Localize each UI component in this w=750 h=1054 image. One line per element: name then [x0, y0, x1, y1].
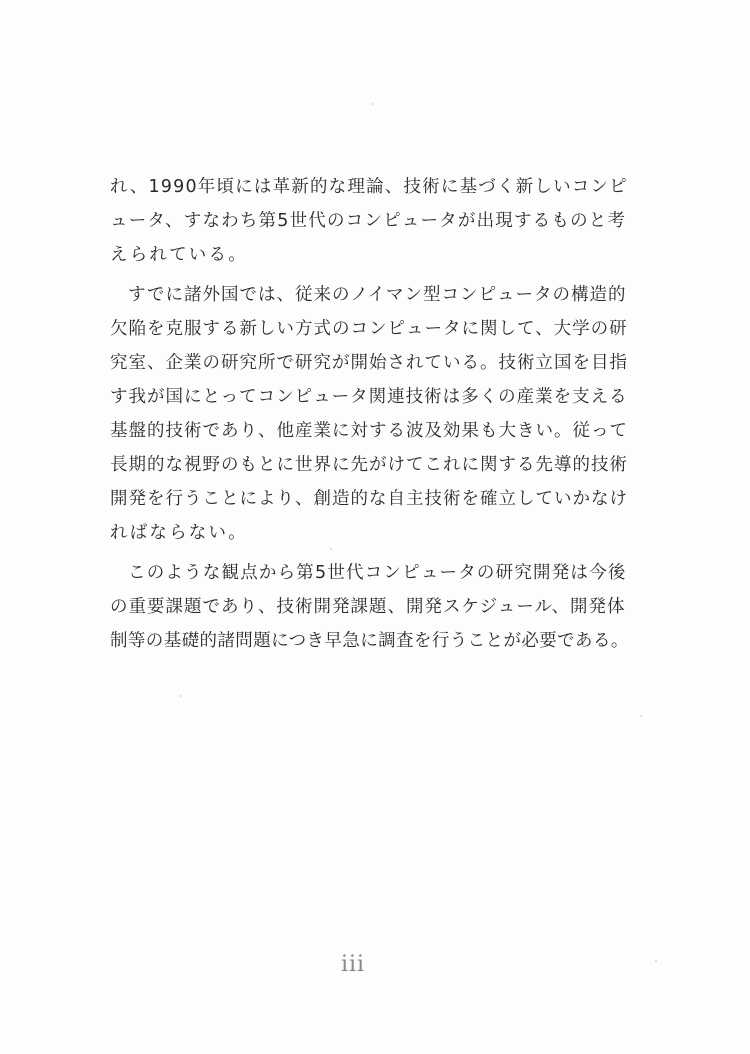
scan-speck [655, 960, 657, 962]
text-line: このような観点から第5世代コンピュータの研究開発は今後 [128, 563, 627, 583]
text-line: 究室、企業の研究所で研究が開始されている。技術立国を目指 [110, 353, 628, 373]
text-line: 欠陥を克服する新しい方式のコンピュータに関して、大学の研 [110, 319, 628, 339]
text-line: すでに諸外国では、従来のノイマン型コンピュータの構造的 [128, 285, 627, 305]
text-line: の重要課題であり、技術開発課題、開発スケジュール、開発体 [110, 597, 626, 617]
text-line: 制等の基礎的諸問題につき早急に調査を行うことが必要である。 [110, 631, 629, 651]
text-line: 基盤的技術であり、他産業に対する波及効果も大きい。従って [110, 421, 628, 441]
scan-speck [330, 548, 332, 550]
text-line: れ、1990年頃には革新的な理論、技術に基づく新しいコンピ [110, 177, 628, 197]
scan-speck [180, 695, 182, 697]
scan-speck [372, 103, 374, 105]
text-line: す我が国にとってコンピュータ関連技術は多くの産業を支える [110, 387, 628, 407]
text-line: 長期的な視野のもとに世界に先がけてこれに関する先導的技術 [110, 455, 628, 475]
scan-speck [640, 715, 642, 717]
body-text [110, 170, 629, 658]
text-line: ればならない。 [110, 523, 248, 543]
page-number: iii [340, 952, 366, 977]
text-line: 開発を行うことにより、創造的な自主技術を確立していかなけ [110, 489, 628, 509]
text-line: えられている。 [110, 245, 248, 265]
text-line: ュータ、すなわち第5世代のコンピュータが出現するものと考 [110, 211, 627, 231]
